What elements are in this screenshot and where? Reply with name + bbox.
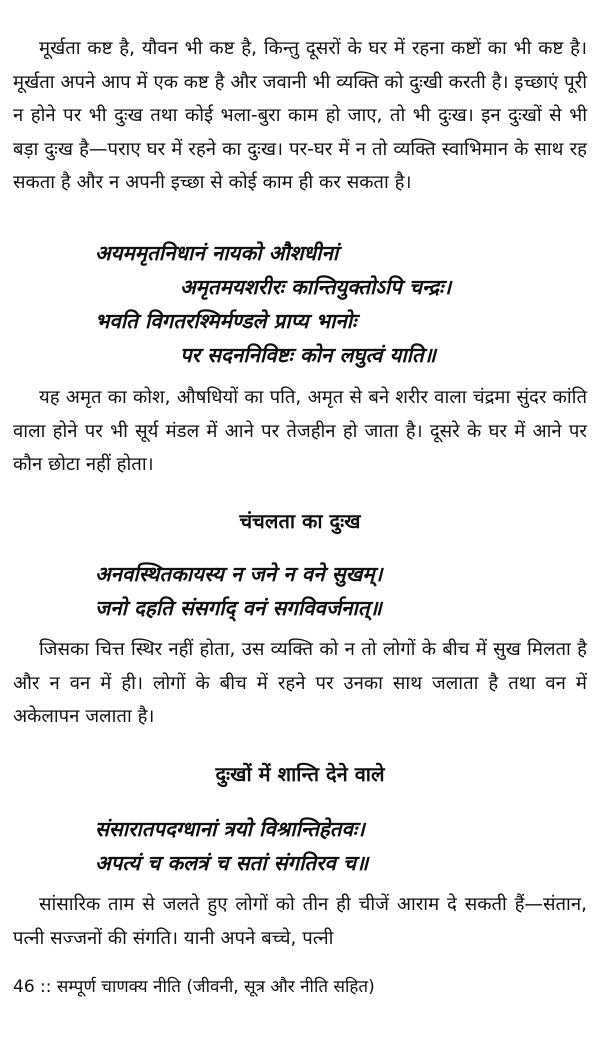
paragraph-intro: मूर्खता कष्ट है, यौवन भी कष्ट है, किन्तु दूसरों के घर में रहना कष्टों का भी कष्ट है। मूर्खता अपने आप में एक कष्ट है और जवानी भी व्यक्ति को दुःखी करती है। इच्छाएं पूरी न होने पर भी दुःख तथा कोई भला-बुरा काम हो जाए, तो भी दुःख। इन दुःखों से भी बड़ा दुःख है—पराए घर में रहने का दुःख। पर-घर में न तो व्यक्ति स्वाभिमान के साथ रह सकता है और न अपनी इच्छा से कोई काम ही कर सकता है। xyxy=(13,38,587,193)
verse-line: अमृतमयशरीरः कान्तियुक्तोऽपि चन्द्रः। xyxy=(180,275,452,299)
page-footer: 46 :: सम्पूर्ण चाणक्य नीति (जीवनी, सूत्र और नीति सहित) xyxy=(13,977,375,997)
verse-line: भवति विगतरश्मिर्मण्डले प्राप्य भानोः xyxy=(95,309,357,333)
paragraph-moon-meaning: यह अमृत का कोश, औषधियों का पति, अमृत से बने शरीर वाला चंद्रमा सुंदर कांति वाला होने पर भी सूर्य मंडल में आने पर तेजहीन हो जाता है। दूसरे के घर में आने पर कौन छोटा नहीं होता। xyxy=(13,387,587,475)
paragraph-restlessness-meaning: जिसका चित्त स्थिर नहीं होता, उस व्यक्ति को न तो लोगों के बीच में सुख मिलता है और न वन में ही। लोगों के बीच में रहने पर उनका साथ जलाता है तथा वन में अकेलापन जलाता है। xyxy=(13,639,587,727)
verse-line: पर सदननिविष्टः कोन लघुत्वं याति॥ xyxy=(180,343,436,367)
section-heading: दुःखों में शान्ति देने वाले xyxy=(215,762,385,786)
section-heading: चंचलता का दुःख xyxy=(239,509,361,533)
verse-line: अयममृतनिधानं नायको औशधीनां xyxy=(95,241,339,265)
verse-line: जनो दहति संसर्गाद् वनं सगविवर्जनात्॥ xyxy=(95,596,382,620)
verse-line: अनवस्थितकायस्य न जने न वने सुखम्। xyxy=(95,562,383,586)
verse-line: अपत्यं च कलत्रं च सतां संगतिरव च॥ xyxy=(95,851,369,875)
verse-line: संसारातपदग्धानां त्रयो विश्रान्तिहेतवः। xyxy=(95,817,365,841)
paragraph-solace-meaning: सांसारिक ताम से जलते हुए लोगों को तीन ही चीजें आराम दे सकती हैं—संतान, पत्नी सज्जनों की संगति। यानी अपने बच्चे, पत्नी xyxy=(13,894,587,949)
